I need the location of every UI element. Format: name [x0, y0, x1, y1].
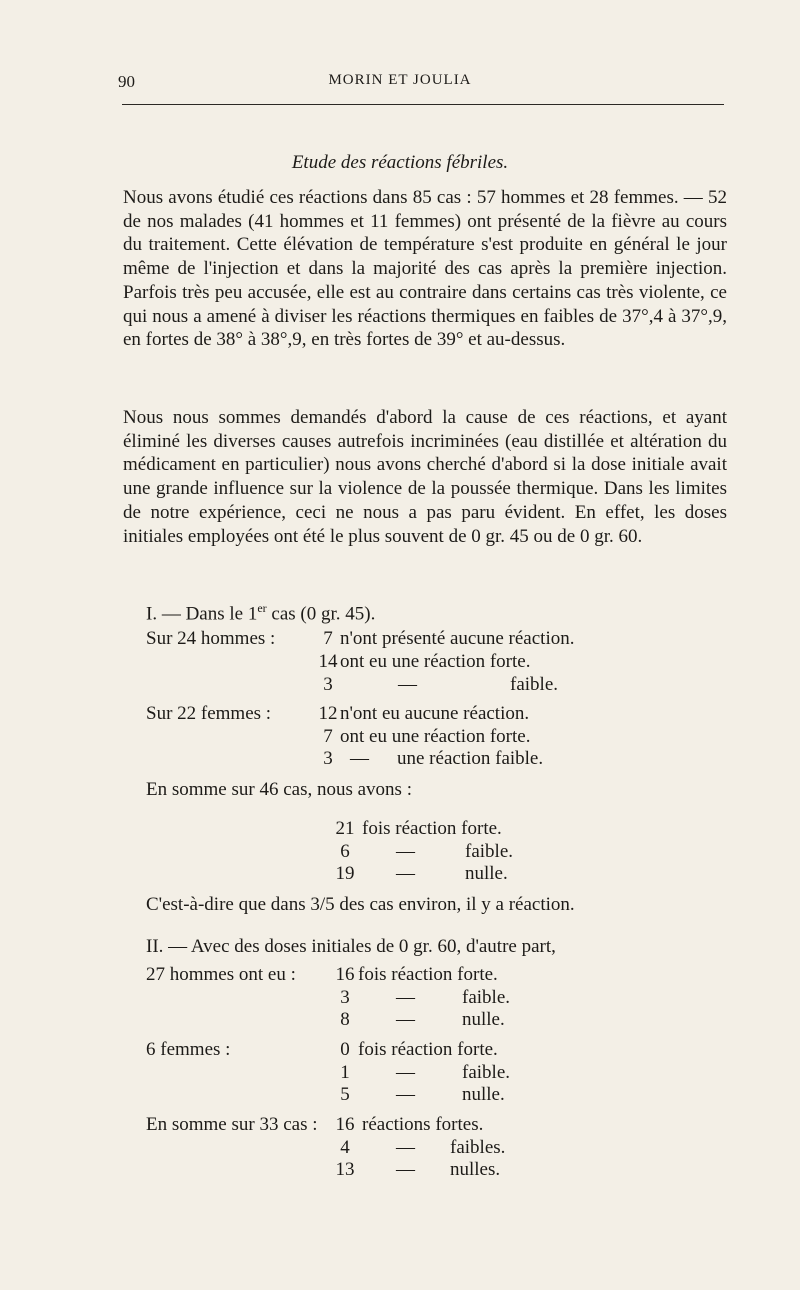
result-text: nulles.	[450, 1159, 501, 1180]
group-label: 27 hommes ont eu :	[146, 964, 296, 985]
result-text: nulle.	[462, 1084, 505, 1105]
summary-label: En somme sur 33 cas :	[146, 1114, 318, 1135]
page-number: 90	[118, 72, 135, 91]
result-text: ont eu une réaction forte.	[340, 726, 531, 747]
ditto-dash: —	[396, 1009, 415, 1030]
result-text: faibles.	[450, 1137, 506, 1158]
count: 16	[335, 1114, 355, 1135]
conclusion: C'est-à-dire que dans 3/5 des cas environ, il y a réaction.	[146, 894, 575, 915]
count: 16	[335, 964, 355, 985]
count: 1	[340, 1062, 350, 1083]
count: 21	[335, 818, 355, 839]
count: 7	[323, 726, 333, 747]
count: 13	[335, 1159, 355, 1180]
count: 19	[335, 863, 355, 884]
count: 0	[340, 1039, 350, 1060]
count: 4	[340, 1137, 350, 1158]
ditto-dash: —	[350, 748, 369, 769]
result-text: faible.	[510, 674, 559, 695]
result-text: fois réaction forte.	[358, 1039, 498, 1060]
section-heading: I. — Dans le 1er cas (0 gr. 45).	[146, 601, 376, 625]
count: 14	[318, 651, 338, 672]
ditto-dash: —	[396, 1159, 415, 1180]
count: 6	[340, 841, 350, 862]
count: 3	[323, 674, 333, 695]
result-text: faible.	[462, 1062, 511, 1083]
section-heading: II. — Avec des doses initiales de 0 gr. 60, d'autre part,	[146, 936, 556, 957]
ditto-dash: —	[396, 1062, 415, 1083]
result-text: faible.	[462, 987, 511, 1008]
result-text: n'ont présenté aucune réaction.	[340, 628, 575, 649]
count: 12	[318, 703, 338, 724]
result-text: réactions fortes.	[362, 1114, 484, 1135]
result-text: faible.	[465, 841, 514, 862]
group-label: 6 femmes :	[146, 1039, 231, 1060]
result-text: une réaction faible.	[397, 748, 544, 769]
result-text: nulle.	[462, 1009, 505, 1030]
result-text: fois réaction forte.	[358, 964, 498, 985]
header-rule	[122, 104, 724, 105]
result-text: fois réaction forte.	[362, 818, 502, 839]
ditto-dash: —	[396, 863, 415, 884]
count: 3	[340, 987, 350, 1008]
count: 8	[340, 1009, 350, 1030]
result-text: n'ont eu aucune réaction.	[340, 703, 530, 724]
group-label: Sur 22 femmes :	[146, 703, 272, 724]
ditto-dash: —	[396, 987, 415, 1008]
count: 5	[340, 1084, 350, 1105]
ditto-dash: —	[396, 1084, 415, 1105]
ditto-dash: —	[396, 841, 415, 862]
section-title: Etude des réactions fébriles.	[291, 152, 509, 173]
group-label: Sur 24 hommes :	[146, 628, 276, 649]
result-text: nulle.	[465, 863, 508, 884]
running-title: MORIN ET JOULIA	[328, 72, 472, 88]
count: 7	[323, 628, 333, 649]
paragraph: Nous nous sommes demandés d'abord la cause de ces réactions, et ayant éliminé les diverses causes autrefois incriminées (eau distillée et altération du médicament en particulier) nous avons cherché d'abord si la dose initiale avait une grande influence sur la violence de la poussée thermique. Dans les limites de notre expérience, ceci ne nous a pas paru évident. En effet, les doses initiales employées ont été le plus souvent de 0 gr. 45 ou de 0 gr. 60.	[123, 407, 727, 547]
summary-label: En somme sur 46 cas, nous avons :	[146, 779, 412, 800]
ditto-dash: —	[398, 674, 417, 695]
count: 3	[323, 748, 333, 769]
ditto-dash: —	[396, 1137, 415, 1158]
paragraph: Nous avons étudié ces réactions dans 85 cas : 57 hommes et 28 femmes. — 52 de nos malades (41 hommes et 11 femmes) ont présenté de la fièvre au cours du traitement. Cette élévation de température s'est produite en général le jour même de l'injection et dans la majorité des cas après la première injection. Parfois très peu accusée, elle est au contraire dans certains cas très violente, ce qui nous a amené à diviser les réactions thermiques en faibles de 37°,4 à 37°,9, en fortes de 38° à 38°,9, en très fortes de 39° et au-dessus.	[123, 187, 727, 351]
result-text: ont eu une réaction forte.	[340, 651, 531, 672]
